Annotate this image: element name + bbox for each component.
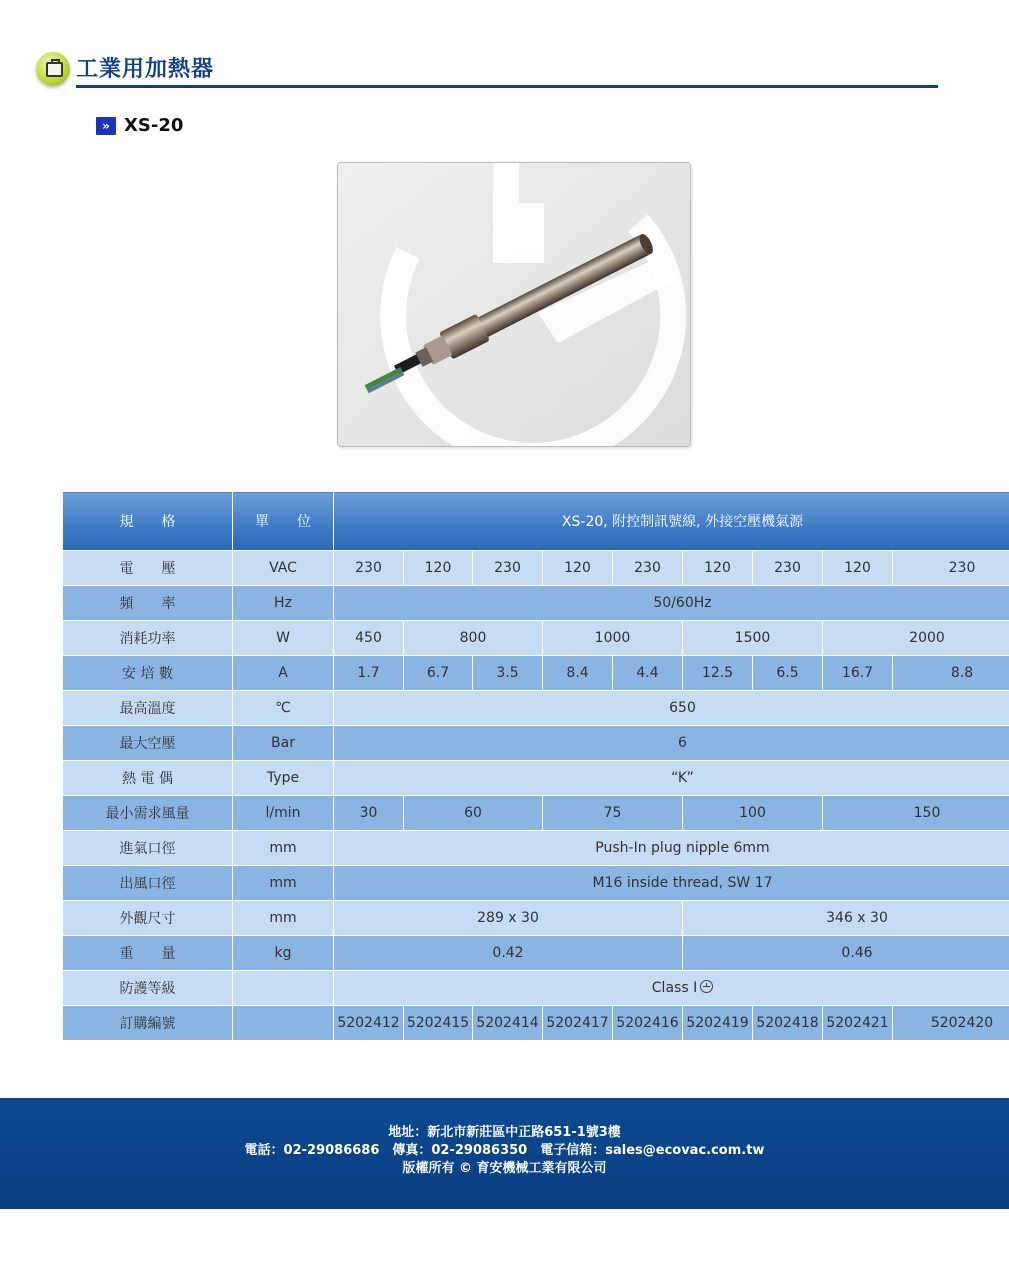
row-label: 最小需求風量	[63, 796, 233, 831]
row-max-temp	[63, 691, 1009, 726]
footer-copyright: 版權所有 © 育安機械工業有限公司	[402, 1161, 607, 1176]
row-unit: mm	[233, 901, 334, 936]
header-spec: 規 格	[63, 492, 233, 551]
row-weight	[63, 936, 1009, 971]
row-power	[63, 621, 1009, 656]
row-unit: Bar	[233, 726, 334, 761]
cell: 230	[473, 551, 543, 586]
cell: 75	[543, 796, 683, 831]
row-dimensions	[63, 901, 1009, 936]
row-outlet	[63, 866, 1009, 901]
page-header	[36, 50, 938, 90]
cell: 60	[404, 796, 543, 831]
cell: “K”	[334, 761, 1009, 796]
row-label: 進氣口徑	[63, 831, 233, 866]
row-label: 頻 率	[63, 586, 233, 621]
cell: 1000	[543, 621, 683, 656]
row-unit: Type	[233, 761, 334, 796]
cell: 150	[823, 796, 1009, 831]
cell: 2000	[823, 621, 1009, 656]
row-thermocouple	[63, 761, 1009, 796]
row-label: 外觀尺寸	[63, 901, 233, 936]
row-label: 最大空壓	[63, 726, 233, 761]
row-unit	[233, 971, 334, 1006]
cell: 1.7	[334, 656, 404, 691]
row-label: 重 量	[63, 936, 233, 971]
cell: 5202417	[543, 1006, 613, 1041]
cell: 8.8	[893, 656, 1009, 691]
cell: 16.7	[823, 656, 893, 691]
product-image	[337, 162, 691, 447]
page-footer	[0, 1098, 1009, 1209]
cell: 346 x 30	[683, 901, 1009, 936]
row-inlet	[63, 831, 1009, 866]
cell: 6.7	[404, 656, 473, 691]
cell: 230	[893, 551, 1009, 586]
row-unit: Hz	[233, 586, 334, 621]
cell: 6.5	[753, 656, 823, 691]
row-voltage	[63, 551, 1009, 586]
row-label: 安 培 數	[63, 656, 233, 691]
cell: 120	[683, 551, 753, 586]
cell: 5202412	[334, 1006, 404, 1041]
row-airflow	[63, 796, 1009, 831]
table-header-row	[63, 492, 1009, 551]
cell: 230	[334, 551, 404, 586]
row-ampere	[63, 656, 1009, 691]
cell: 450	[334, 621, 404, 656]
page-title: 工業用加熱器	[76, 57, 215, 82]
header-divider	[76, 85, 938, 88]
row-label: 最高溫度	[63, 691, 233, 726]
row-unit: mm	[233, 831, 334, 866]
row-unit	[233, 1006, 334, 1041]
toolbox-icon	[36, 52, 70, 86]
cell: 120	[404, 551, 473, 586]
row-max-pressure	[63, 726, 1009, 761]
row-unit: VAC	[233, 551, 334, 586]
cell: 5202415	[404, 1006, 473, 1041]
row-unit: kg	[233, 936, 334, 971]
cell: 50/60Hz	[334, 586, 1009, 621]
cell: 230	[753, 551, 823, 586]
cell: Push-In plug nipple 6mm	[334, 831, 1009, 866]
row-label: 防護等級	[63, 971, 233, 1006]
cell: 5202420	[893, 1006, 1009, 1041]
cell: 0.42	[334, 936, 683, 971]
product-title: XS-20	[124, 115, 184, 136]
row-label: 訂購編號	[63, 1006, 233, 1041]
row-label: 消耗功率	[63, 621, 233, 656]
row-unit: A	[233, 656, 334, 691]
cell: 120	[543, 551, 613, 586]
cell: 12.5	[683, 656, 753, 691]
cell: 5202421	[823, 1006, 893, 1041]
cell: 289 x 30	[334, 901, 683, 936]
cell: 230	[613, 551, 683, 586]
protection-class: Class I	[651, 980, 698, 996]
cell: 8.4	[543, 656, 613, 691]
cell: 5202419	[683, 1006, 753, 1041]
cell: 4.4	[613, 656, 683, 691]
cell	[334, 971, 1009, 1006]
row-protection	[63, 971, 1009, 1006]
row-label: 熱 電 偶	[63, 761, 233, 796]
cell: 100	[683, 796, 823, 831]
row-unit: ℃	[233, 691, 334, 726]
row-label: 出風口徑	[63, 866, 233, 901]
heater-photo	[338, 163, 690, 446]
cell: 3.5	[473, 656, 543, 691]
grounding-icon	[700, 980, 713, 993]
cell: 5202414	[473, 1006, 543, 1041]
row-unit: mm	[233, 866, 334, 901]
row-order-number	[63, 1006, 1009, 1041]
cell: 1500	[683, 621, 823, 656]
cell: 5202418	[753, 1006, 823, 1041]
row-unit: l/min	[233, 796, 334, 831]
cell: 0.46	[683, 936, 1009, 971]
cell: M16 inside thread, SW 17	[334, 866, 1009, 901]
row-label: 電 壓	[63, 551, 233, 586]
double-chevron-right-icon: »	[96, 117, 116, 135]
cell: 120	[823, 551, 893, 586]
footer-contact: 電話：02-29086686 傳真：02-29086350 電子信箱：sales@ecovac.com.tw	[244, 1143, 765, 1158]
cell: 650	[334, 691, 1009, 726]
row-frequency	[63, 586, 1009, 621]
cell: 5202416	[613, 1006, 683, 1041]
header-unit: 單 位	[233, 492, 334, 551]
footer-address: 地址：新北市新莊區中正路651-1號3樓	[388, 1125, 621, 1140]
row-unit: W	[233, 621, 334, 656]
cell: 6	[334, 726, 1009, 761]
header-model: XS-20, 附控制訊號線, 外接空壓機氣源	[334, 492, 1009, 551]
spec-table	[62, 491, 1009, 1041]
cell: 800	[404, 621, 543, 656]
cell: 30	[334, 796, 404, 831]
